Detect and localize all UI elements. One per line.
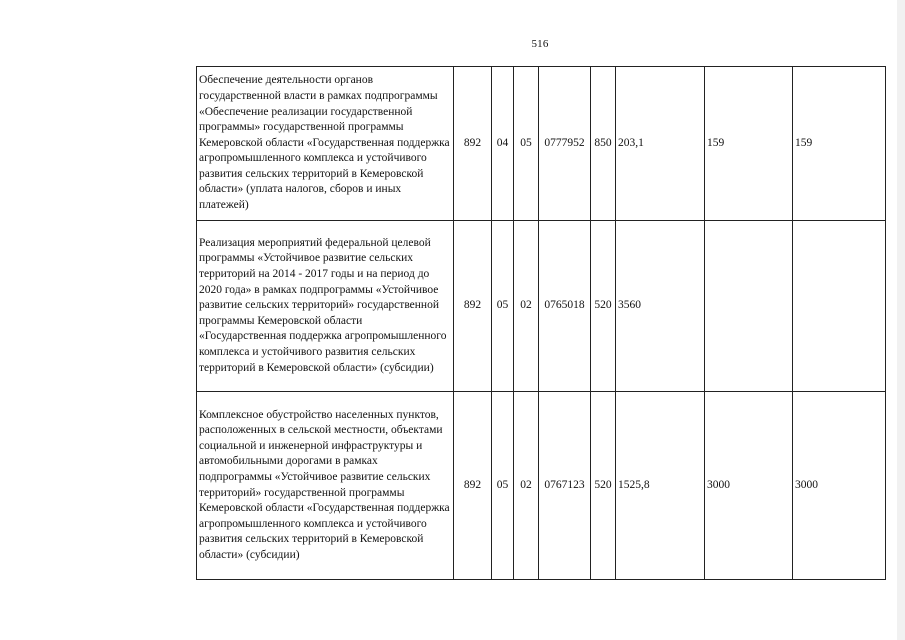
ministry-code: 892 xyxy=(454,392,492,580)
ministry-code: 892 xyxy=(454,67,492,221)
amount-year-1: 1525,8 xyxy=(616,392,705,580)
row-description: Комплексное обустройство населенных пунктов, расположенных в сельской местности, объектами социальной и инженерной инфраструктуры и автомобильными дорогами в рамках подпрограммы «Устойчивое развитие сельских территорий» государственной программы Кемеровской области «Государственная поддержка агропромышленного комплекса и устойчивого развития сельских территорий в Кемеровской области» (субсидии) xyxy=(197,392,454,580)
ministry-code: 892 xyxy=(454,221,492,392)
section-code: 05 xyxy=(492,221,514,392)
amount-year-1: 203,1 xyxy=(616,67,705,221)
subsection-code: 02 xyxy=(514,221,539,392)
row-description: Обеспечение деятельности органов государственной власти в рамках подпрограммы «Обеспечение реализации государственной программы» государственной программы Кемеровской области «Государственная поддержка агропромышленного комплекса и устойчивого развития сельских территорий в Кемеровской области» (уплата налогов, сборов и иных платежей) xyxy=(197,67,454,221)
section-code: 05 xyxy=(492,392,514,580)
expense-type-code: 520 xyxy=(591,221,616,392)
section-code: 04 xyxy=(492,67,514,221)
row-description: Реализация мероприятий федеральной целевой программы «Устойчивое развитие сельских территорий на 2014 - 2017 годы и на период до 2020 года» в рамках подпрограммы «Устойчивое развитие сельских территорий» государственной программы Кемеровской области «Государственная поддержка агропромышленного комплекса и устойчивого развития сельских территорий в Кемеровской области» (субсидии) xyxy=(197,221,454,392)
expense-type-code: 520 xyxy=(591,392,616,580)
page-number: 516 xyxy=(531,38,549,50)
table-row xyxy=(197,221,886,392)
amount-year-1: 3560 xyxy=(616,221,705,392)
subsection-code: 05 xyxy=(514,67,539,221)
table-row xyxy=(197,67,886,221)
expense-type-code: 850 xyxy=(591,67,616,221)
page-edge xyxy=(897,0,905,640)
amount-year-2: 159 xyxy=(705,67,793,221)
amount-year-2: 3000 xyxy=(705,392,793,580)
subsection-code: 02 xyxy=(514,392,539,580)
amount-year-2 xyxy=(705,221,793,392)
amount-year-3 xyxy=(793,221,886,392)
target-code: 0765018 xyxy=(539,221,591,392)
target-code: 0767123 xyxy=(539,392,591,580)
amount-year-3: 3000 xyxy=(793,392,886,580)
table-row xyxy=(197,392,886,580)
budget-table xyxy=(196,66,886,580)
target-code: 0777952 xyxy=(539,67,591,221)
amount-year-3: 159 xyxy=(793,67,886,221)
